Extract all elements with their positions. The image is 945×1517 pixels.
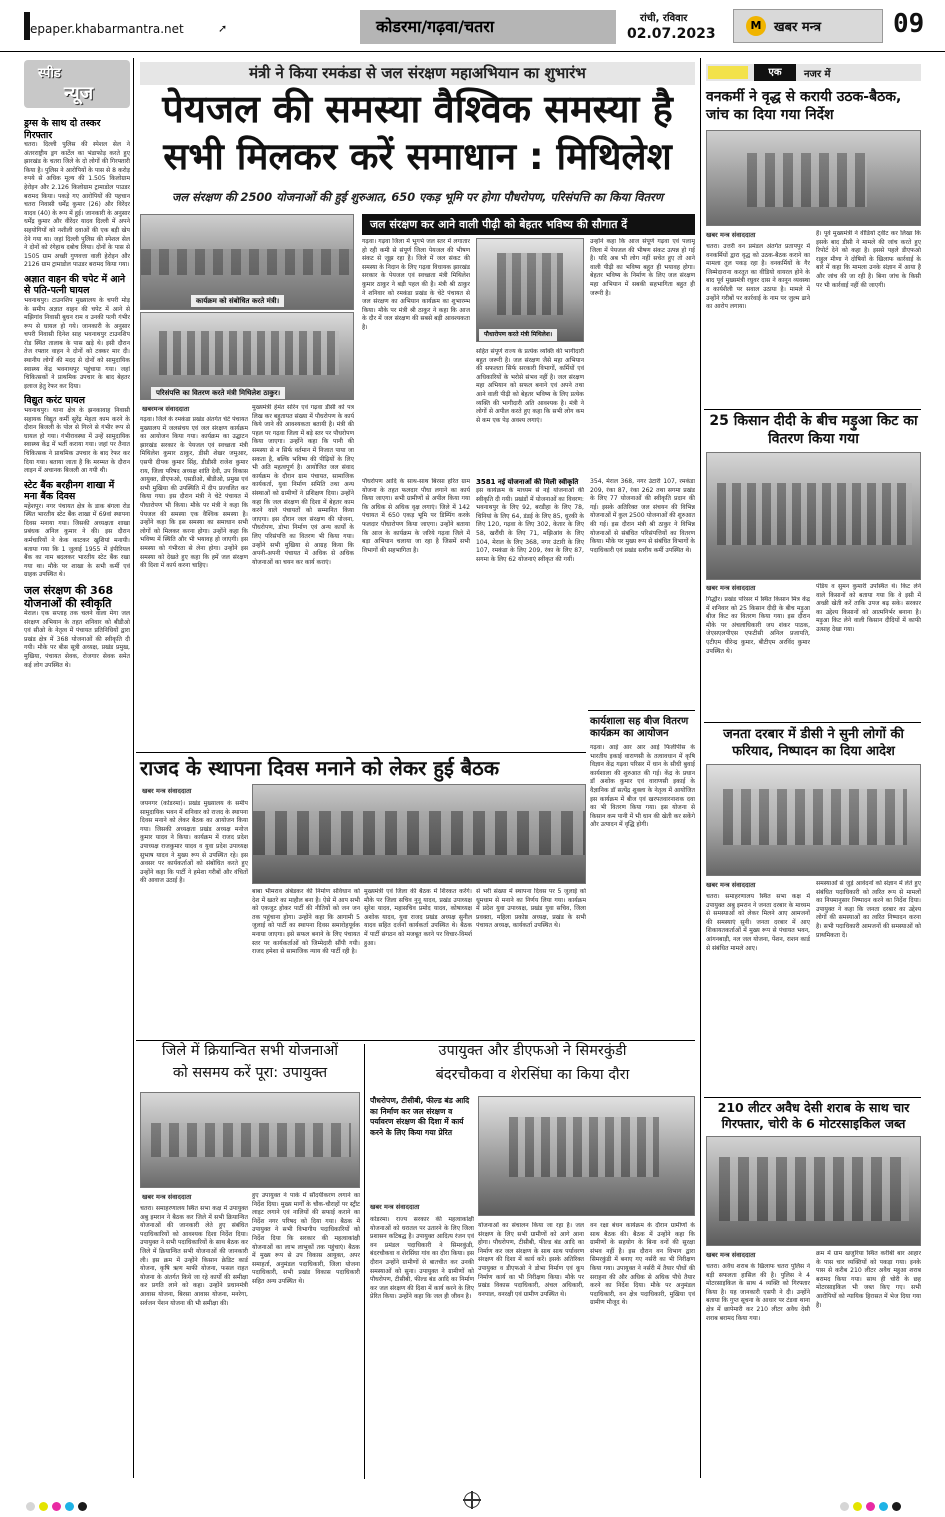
rjd-body-col4: से भरी संख्या में स्थापना दिवस पर 5 जुलाई को धूमधाम से मनाने का निर्णय लिया गया। कार्यक्रम में प्रदेश युवा उपाध्यक्ष, प्रखंड युवा सचिव, जिला प्रवक्ता, महिला प्रकोष्ठ अध्यक्ष, प्रखंड के सभी पंचायत अध्यक्ष, कार्यकर्ता उपस्थित थे। bbox=[476, 888, 586, 930]
lead-headline-line2: सभी मिलकर करें समाधान : मिथिलेश bbox=[163, 135, 672, 178]
future-body-col1: गढ़वा। गढ़वा जिला में भूगर्भ जल स्तर में लगातार हो रही कमी से संपूर्ण जिला पेयजल की भीषण संकट से जूझ रहा है। जिले में जल संकट की समस्या के निदान के लिए गढ़वा विधायक झारखंड सरकार के पेयजल एवं स्वच्छता मंत्री मिथिलेश कुमार ठाकुर ने बड़ी पहल की है। मंत्री श्री ठाकुर ने शनिवार को रमकंडा प्रखंड के चेटे पंचायत से जल संरक्षण का अभियान कार्यक्रम का शुभारम्भ किया। मौके पर मंत्री श्री ठाकुर ने कहा कि आज के दौर में जल संरक्षण की सबसे बड़ी आवश्यकता है। bbox=[362, 238, 470, 331]
future-body-col2: सहित संपूर्ण राज्य के प्रत्येक व्यक्ति की भागीदारी बहुत जरूरी है। जल संरक्षण जैसे महा अभियान की सफलता सिर्फ सरकारी विभागों, कर्मियों एवं अधिकारियों के भरोसे संभव नहीं है। जल संरक्षण महा अभियान को सफल बनाने एवं अपने तथा आने वाली पीढ़ी को बेहतर भविष्य के लिए प्रत्येक व्यक्ति की भागीदारी अति आवश्यक है। मंत्री ने लोगों से अपील करते हुए कहा कि सभी लोग कम से कम एक पेड़ अवश्य लगाएं। bbox=[476, 348, 584, 424]
forest-officer-body-col1: चतरा। उत्तरी वन प्रमंडल अंतर्गत प्रतापपुर में वनकर्मियों द्वारा वृद्ध को उठक-बैठक कराने का मामला तूल पकड़ रहा है। वनकर्मियों के गैर जिम्मेदाराना करतूत का वीडियो वायरल होने के बाद पूर्व मुख्यमंत्री रघुवर दास ने कानून व्यवस्था व कार्यशैली पर सवाल उठाया है। मामले में उन्होंने गरीबों पर कार्रवाई के नाम पर जुल्म ढाने का आरोप लगाया। bbox=[706, 243, 810, 311]
middle-body-col1: पौधरोपण आदि के साथ-साथ बिरसा हरित ग्राम योजना के तहत फलदार पौधा लगाने का कार्य किया जाएगा। सभी ग्रामीणों से अपील किया गया कि अधिक से अधिक वृक्ष लगाएं। जिले में 142 पंचायत में 650 एकड़ भूमि पर डिम्पिंग करके फलदार पौधारोपण किया जाएगा। उन्होंने बताया कि आज के कार्यक्रम के जरिये गढ़वा जिले में बड़ा अभियान चलाया जा रहा है जिसमें सभी विभागों की सहभागिता है। bbox=[362, 478, 470, 554]
future-headline: जल संरक्षण कर आने वाली पीढ़ी को बेहतर भविष्य की सौगात दें bbox=[362, 214, 695, 235]
liquor-seizure-byline: खबर मन्त्र संवाददाता bbox=[706, 1251, 756, 1259]
lead-byline: खबरमन्त्र संवाददाता bbox=[142, 405, 190, 413]
ek-nazar-strip: एक नजर में bbox=[706, 64, 921, 81]
rjd-byline: खबर मन्त्र संवाददाता bbox=[142, 787, 192, 795]
forest-officer-byline: खबर मन्त्र संवाददाता bbox=[706, 231, 756, 239]
seed-headline: कार्यशाला सह बीज वितरण कार्यक्रम का आयोजन bbox=[590, 716, 689, 739]
forest-visit-headline-line2: बंदरचौकवा व शेरसिंघा का किया दौरा bbox=[435, 1067, 630, 1083]
janta-darbar-byline: खबर मन्त्र संवाददाता bbox=[706, 881, 756, 889]
sidebar-headline: अज्ञात वाहन की चपेट में आने से पति-पत्नी घायल bbox=[24, 273, 126, 297]
color-dot bbox=[39, 1502, 48, 1511]
lead-body-col2: मुख्यमंत्री हेमंत सोरेन एवं गढ़वा डीसी को पत्र लिख कर बहुतायत संख्या में पौधरोपण के कार्य किये जाने की आवश्यकता बतायी है। मंत्री की पहल पर गढ़वा जिला में बड़े स्तर पर पौधरोपण किया जाएगा। उन्होंने कहा कि पानी की समस्या से न सिर्फ वर्तमान में निजात पाया जा सकता है, बल्कि भविष्य की पीढ़ियों के लिए भी अति महत्वपूर्ण है। आयोजित जल संवाद कार्यक्रम के दौरान ग्राम पंचायत, सामाजिक कार्यकर्ता, युवा निर्माण समिति तथा अन्य संस्थाओं को ग्रामीणों ने प्रशिक्षण दिया। उन्होंने कहा कि जल संरक्षण की दिशा में बेहतर काम करने वाले पंचायतों को सम्मानित किया जाएगा। इस दौरान जल संरक्षण की योजना, पौधरोपण, डोभा निर्माण एवं अन्य कार्यों के लिए परिसंपत्ति का वितरण भी किया गया। उन्होंने सभी मुखिया से आग्रह किया कि अपनी-अपनी पंचायत में अधिक से अधिक योजनाओं का चयन कर कार्य कराएं। bbox=[252, 404, 354, 566]
future-photo-planting bbox=[476, 238, 584, 342]
sidebar-news-item bbox=[24, 395, 130, 475]
schemes-body-col1: चतरा। समाहरणालय स्थित सभा कक्ष में उपायुक्त अबु इमरान ने बैठक कर जिले में सभी क्रियान्वित योजनाओं की जानकारी लेते हुए संबंधित पदाधिकारियों को आवश्यक दिशा निर्देश दिया। उपायुक्त ने सभी पदाधिकारियों के साथ बैठक कर जिले में क्रियान्वित सभी योजनाओं की जानकारी ली। इस क्रम में उन्होंने किसान क्रेडिट कार्ड योजना, कृषि ऋण माफी योजना, फसल राहत योजना के अंतर्गत किये जा रहे कार्यों की समीक्षा कर प्रगति लाने को कहा। उन्होंने प्रधानमंत्री आवास योजना, बिरसा आवास योजना, मनरेगा, सर्वजन पेंशन योजना की भी समीक्षा की। bbox=[140, 1205, 248, 1307]
registration-dots-right bbox=[840, 1496, 905, 1515]
sidebar-news-item bbox=[24, 584, 130, 670]
page-header bbox=[0, 0, 945, 52]
cursor-icon: ➚ bbox=[218, 22, 228, 35]
site-url[interactable]: epaper.khabarmantra.net bbox=[30, 22, 184, 36]
schemes-headline-line1: जिले में क्रियान्वित सभी योजनाओं bbox=[161, 1043, 339, 1059]
kit-byline: खबर मन्त्र संवाददाता bbox=[706, 584, 756, 592]
rjd-headline: राजद के स्थापना दिवस मनाने को लेकर हुई बैठक bbox=[140, 756, 500, 780]
kit-distribution-photo bbox=[706, 452, 921, 580]
color-dot bbox=[52, 1502, 61, 1511]
lead-photo-stage bbox=[140, 214, 354, 310]
strip-icon bbox=[708, 66, 748, 79]
lead-deck: जल संरक्षण की 2500 योजनाओं की हुई शुरुआत, 650 एकड़ भूमि पर होगा पौधरोपण, परिसंपत्ति का किया वितरण bbox=[172, 190, 663, 204]
sidebar-body: भवनाथपुर। टाउनशिप मुख्यालय के चपरी मोड़ के समीप अज्ञात वाहन की चपेट में आने से मझिगांव निवासी बुधन राम व उनकी पत्नी गंभीर रूप से घायल हो गये। जानकारी के अनुसार चपरी निवासी दिनेश साह भवनाथपुर टाउनशिप रोड स्थित तालाब के पास खड़े थे। इसी दौरान तेज रफ्तार वाहन ने दोनों को टक्कर मार दी। स्थानीय लोगों की मदद से दोनों को सामुदायिक स्वास्थ्य केंद्र भवनाथपुर पहुंचाया गया। जहां चिकित्सकों ने प्राथमिक उपचार के बाद बेहतर इलाज हेतु रेफर कर दिया। bbox=[24, 296, 130, 390]
color-dot bbox=[892, 1502, 901, 1511]
forest-visit-body-col2: योजनाओं का संचालन किया जा रहा है। जल संरक्षण के लिए सभी ग्रामीणों को आगे आना होगा। पौधरोपण, टीसीबी, फील्ड बंड आदि का निर्माण कर जल संरक्षण के साथ साथ पर्यावरण संरक्षण की दिशा में कार्य करें। इसके अतिरिक्त उपायुक्त व डीएफओ ने डोभा निर्माण एवं कूप निर्माण कार्य का भी निरीक्षण किया। मौके पर प्रखंड विकास पदाधिकारी, अंचल अधिकारी, वनपाल, वनरक्षी एवं ग्रामीण उपस्थित थे। bbox=[478, 1222, 584, 1298]
lead-body-col1: गढ़वा। जिले के रमकंडा प्रखंड अंतर्गत चेटे पंचायत मुख्यालय में जलसंचय एवं जल संरक्षण कार्यक्रम का आयोजन किया गया। कार्यक्रम का उद्घाटन झारखंड सरकार के पेयजल एवं स्वच्छता मंत्री मिथिलेश कुमार ठाकुर, डीसी शेखर जमुआर, एसपी दीपक कुमार सिंह, डीडीसी राजेश कुमार राय, जिला परिषद अध्यक्ष शांति देवी, उप विकास आयुक्त, डीएफओ, एसडीओ, बीडीओ, प्रमुख एवं सभी मुखिया की उपस्थिति में दीप प्रज्वलित कर किया गया। इस दौरान मंत्री ने चेटे पंचायत में पौधारोपण भी किया। मौके पर मंत्री ने कहा कि पेयजल की समस्या एक वैश्विक समस्या है। उन्होंने कहा कि इस समस्या का समाधान सभी लोगों को मिलकर करना होगा। उन्होंने कहा कि भविष्य में स्थिति और भी भयावह हो जाएगी। इस समस्या को गंभीरता से लेना होगा। उन्होंने इस समस्या को देखते हुए कहा कि हमें जल संरक्षण की दिशा में कार्य करना चाहिए। bbox=[140, 416, 248, 570]
janta-darbar-body-col1: चतरा। समाहरणालय स्थित सभा कक्ष में उपायुक्त अबु इमरान ने जनता दरबार के माध्यम से समस्याओं को लेकर मिलने आए आमजनों की समस्याएं सुनी। जनता दरबार में आए शिकायतकर्ताओं में मुख्य रूप से पंचायत भवन, आंगनबाड़ी, नल जल योजना, पेंशन, राशन कार्ड से संबंधित मामले आए। bbox=[706, 893, 810, 952]
speed-news-sidebar bbox=[24, 58, 130, 1478]
rjd-body-col2: बाबा भीमराव अंबेडकर की निर्माण संविधान को देश में खतरे का माहौल बना है। ऐसे में आप सभी को एकजुट होकर पार्टी की नीतियों को जन जन तक पहुंचाना होगा। उन्होंने कहा कि आगामी 5 जुलाई को पार्टी का स्थापना दिवस समारोहपूर्वक मनाया जाएगा। इसे सफल बनाने के लिए पंचायत स्तर पर कार्यकर्ताओं को जिम्मेदारी सौंपी गयी। राजद हमेशा से सामाजिक न्याय की पार्टी रही है। bbox=[252, 888, 360, 956]
lead-photo-caption: परिसंपत्ति का वितरण करते मंत्री मिथिलेश ठाकुर। bbox=[151, 387, 285, 399]
sidebar-news-item bbox=[24, 274, 130, 392]
sidebar-headline: जल संरक्षण की 368 योजनाओं की स्वीकृति bbox=[24, 584, 114, 611]
sidebar-body: महेशपुर। नगर पंचायत क्षेत्र के डाक बंगला रोड स्थित भारतीय स्टेट बैंक शाखा में 69वां स्थापना दिवस मनाया गया। जिसकी अध्यक्षता शाखा प्रबंधक अनिल कुमार ने की। इस दौरान कर्मचारियों ने केक काटकर खुशियां मनायी। बताया गया कि 1 जुलाई 1955 में इंपीरियल बैंक का नाम बदलकर भारतीय स्टेट बैंक रखा गया था। मौके पर शाखा के सभी कर्मी एवं ग्राहक उपस्थित थे। bbox=[24, 502, 130, 579]
section-title: कोडरमा/गढ़वा/चतरा bbox=[376, 17, 494, 36]
forest-visit-body-col1: कोडरमा। राज्य सरकार की महत्वाकांक्षी योजनाओं को धरातल पर उतारने के लिए जिला प्रशासन कटिबद्ध है। उपायुक्त आदित्य रंजन एवं वन प्रमंडल पदाधिकारी ने सिमरकुंडी, बंदरचौकवा व शेरसिंघा गांव का दौरा किया। इस दौरान उन्होंने ग्रामीणों से बातचीत कर उनकी समस्याओं को सुना। उपायुक्त ने ग्रामीणों को पौधरोपण, टीसीबी, फील्ड बंड आदि का निर्माण कर जल संरक्षण की दिशा में कार्य करने के लिए प्रेरित किया। उन्होंने कहा कि जल ही जीवन है। bbox=[370, 1216, 474, 1301]
middle-body-col3: 354, मेराल 368, नगर उंटारी 107, रमकंडा 209, रंका 87, रंका 262 तथा सगमा प्रखंड के लिए 77 योजनाओं की स्वीकृति प्रदान की गई। इसके अतिरिक्त जल संचयन की विभिन्न योजनाओं में कुल 2500 योजनाओं की शुरुआत की गई। इस दौरान मंत्री श्री ठाकुर ने विभिन्न योजनाओं से संबंधित परिसंपत्तियों का वितरण किया। मौके पर मुख्य रूप से संबंधित विभागों के पदाधिकारी एवं प्रखंड स्तरीय कर्मी उपस्थित थे। bbox=[590, 478, 695, 554]
brand-logo-icon: M bbox=[746, 16, 766, 36]
forest-officer-headline: वनकर्मी ने वृद्ध से करायी उठक-बैठक, जांच का दिया गया निर्देश bbox=[706, 89, 902, 123]
liquor-seizure-body-col1: चतरा। अवैध शराब के खिलाफ चतरा पुलिस ने बड़ी सफलता हासिल की है। पुलिस ने 4 मोटरसाइकिल के साथ 4 व्यक्ति को गिरफ्तार किया है। यह जानकारी एसपी ने दी। उन्होंने बताया कि गुप्त सूचना के आधार पर टंडवा थाना क्षेत्र में छापेमारी कर 210 लीटर अवैध देसी शराब बरामद किया गया। bbox=[706, 1263, 810, 1322]
kit-headline: 25 किसान दीदी के बीच मड़ुआ किट का वितरण किया गया bbox=[709, 413, 918, 447]
header-date: 02.07.2023 bbox=[627, 26, 716, 42]
schemes-meeting-photo bbox=[140, 1092, 360, 1188]
sidebar-body: मेराल। एक सप्ताह तक चलने वाला मेगा जल संरक्षण अभियान के तहत शनिवार को बीडीओ एवं सीओ के नेतृत्व में पंचायत प्रतिनिधियों द्वारा प्रखंड क्षेत्र में 368 योजनाओं की स्वीकृति दी गयी। मौके पर बीस सूत्री अध्यक्ष, प्रखंड प्रमुख, मुखिया, पंचायत सेवक, रोजगार सेवक समेत कई लोग उपस्थित थे। bbox=[24, 610, 130, 669]
seed-body: गढ़वा। आई आर आर आई फिलीपींस के भारतीय इकाई वाराणसी के तत्वावधान में कृषि विज्ञान केंद्र गढ़वा परिसर में धान के सीधी बुवाई कार्यशाला की शुरुआत की गई। केंद्र के प्रधान डॉ अशोक कुमार एवं वाराणसी इकाई के वैज्ञानिक डॉ सत्येंद्र शुक्ला के नेतृत्व में आयोजित इस कार्यक्रम में बीज एवं खरपतवारनाशक दवा का भी वितरण किया गया। इस योजना से किसान कम पानी में भी धान की खेती कर सकेंगे और उत्पादन में वृद्धि होगी। bbox=[590, 744, 695, 829]
sidebar-news-item bbox=[24, 118, 130, 270]
page-number: 09 bbox=[893, 9, 925, 39]
janta-darbar-photo bbox=[706, 764, 921, 876]
forest-visit-callout: पौधरोपण, टीसीबी, फील्ड बंड आदि का निर्माण कर जल संरक्षण व पर्यावरण संरक्षण की दिशा में कार्य करने के लिए किया गया प्रेरित bbox=[370, 1096, 470, 1137]
color-dot bbox=[840, 1502, 849, 1511]
liquor-seizure-body-col2: क्रम में ग्राम खजुरिया स्थित करीबी बार आहार के पास चार व्यक्तियों को पकड़ा गया। इनके पास से करीब 210 लीटर अवैध महुआ शराब बरामद किया गया। साथ ही चोरी के छह मोटरसाइकिल भी जब्त किए गए। सभी आरोपियों को न्यायिक हिरासत में भेज दिया गया है। bbox=[816, 1250, 921, 1309]
brand-name: खबर मन्त्र bbox=[774, 20, 822, 35]
middle-body-col2: 3581 नई योजनाओं की मिली स्वीकृति इस कार्यक्रम के माध्यम से नई योजनाओं की स्वीकृति दी गयी। प्रखंडों में योजनाओं का विवरण: भवनाथपुर के लिए 92, बरडीहा के लिए 78, चिनियां के लिए 64, डंडई के लिए 85, धुरकी के लिए 120, गढ़वा के लिए 302, केतार के लिए 58, खरौंधी के लिए 71, मझिआंव के लिए 104, मेराल के लिए 368, नगर उंटारी के लिए 107, रमकंडा के लिए 209, रंका के लिए 87, सगमा के लिए 62 योजनाएं स्वीकृत की गयीं। bbox=[476, 478, 584, 563]
color-dot bbox=[853, 1502, 862, 1511]
rjd-meeting-photo bbox=[252, 784, 586, 884]
rjd-body-col3: मुख्यमंत्री एवं जिला की बैठक में शिरकत करेंगे। मौके पर जिला सचिव नुनू यादव, प्रखंड उपाध्यक्ष सुरेश यादव, महासचिव प्रमोद यादव, कोषाध्यक्ष अशोक यादव, युवा राजद प्रखंड अध्यक्ष सुनील यादव सहित दर्जनों कार्यकर्ता उपस्थित थे। बैठक में पार्टी संगठन को मजबूत करने पर विचार-विमर्श हुआ। bbox=[364, 888, 472, 947]
forest-visit-body-col3: वन रक्षा बंधन कार्यक्रम के दौरान ग्रामीणों के साथ बैठक की। बैठक में उन्होंने कहा कि ग्रामीणों के सहयोग के बिना वनों की सुरक्षा संभव नहीं है। इस दौरान वन विभाग द्वारा सिमरकुंडी में बनाए गए नर्सरी का भी निरीक्षण किया गया। उपायुक्त ने नर्सरी में तैयार पौधों की सराहना की और अधिक से अधिक पौधे तैयार करने का निर्देश दिया। मौके पर अनुमंडल पदाधिकारी, वन क्षेत्र पदाधिकारी, मुखिया एवं ग्रामीण मौजूद थे। bbox=[590, 1222, 695, 1307]
schemes-byline: खबर मन्त्र संवाददाता bbox=[142, 1193, 192, 1201]
lead-headline-line1: पेयजल की समस्या वैश्विक समस्या है bbox=[162, 87, 673, 131]
color-dot bbox=[78, 1502, 87, 1511]
registration-dots-left bbox=[26, 1496, 91, 1515]
forest-visit-headline-line1: उपायुक्त और डीएफओ ने सिमरकुंडी bbox=[438, 1043, 627, 1059]
registration-mark-icon bbox=[464, 1492, 480, 1508]
future-photo-caption: पौधारोपण करते मंत्री मिथिलेश। bbox=[479, 329, 557, 341]
sidebar-headline: ड्रग्स के साथ दो तस्कर गिरफ्तार bbox=[24, 118, 101, 141]
janta-darbar-headline: जनता दरबार में डीसी ने सुनी लोगों की फरियाद, निष्पादन का दिया आदेश bbox=[723, 727, 904, 759]
lead-photo-caption: कार्यक्रम को संबोधित करते मंत्री। bbox=[191, 295, 284, 307]
kit-body-col1: गिद्धौर। प्रखंड परिसर में स्थित किसान मित्र केंद्र में शनिवार को 25 किसान दीदी के बीच मड़ुआ बीज किट का वितरण किया गया। इस दौरान मौके पर अंचलाधिकारी जय शंकर पाठक, जेएसएलपीएस एफटीसी अनिल प्रजापति, एटीएम धीरेन्द्र कुमार, बीटीएम अरविंद कुमार उपस्थित थे। bbox=[706, 596, 810, 655]
lead-photo-distribution bbox=[140, 312, 354, 400]
color-dot bbox=[26, 1502, 35, 1511]
color-dot bbox=[866, 1502, 875, 1511]
sidebar-headline: विद्युत करंट घायल bbox=[24, 395, 85, 407]
color-dot bbox=[879, 1502, 888, 1511]
schemes-body-col2: हुए उपायुक्त ने पार्क में सौंदर्यीकरण लगाने का निर्देश दिया। मुख्य मार्गों के चौक-चौराहों पर स्ट्रीट लाइट लगाने एवं नालियों की सफाई कराने का निर्देश नगर परिषद को दिया गया। बैठक में उपायुक्त ने सभी विभागीय पदाधिकारियों को निर्देश दिया कि सरकार की महत्वाकांक्षी योजनाओं का लाभ लाभुकों तक पहुंचाएं। बैठक में मुख्य रूप से उप विकास आयुक्त, अपर समाहर्ता, अनुमंडल पदाधिकारी, जिला योजना पदाधिकारी, सभी प्रखंड विकास पदाधिकारी सहित अन्य उपस्थित थे। bbox=[252, 1192, 360, 1285]
forest-officer-body-col2: है। पूर्व मुख्यमंत्री ने वीडियो ट्वीट कर लिखा कि इसके बाद डीसी ने मामले की जांच करते हुए रिपोर्ट देने को कहा है। इससे पहले डीएफओ राहुल मीणा ने दोषियों के खिलाफ कार्रवाई के बारे में कहा कि मामला उनके संज्ञान में आया है और जांच की जा रही है। बिना जांच के किसी पर भी कार्रवाई नहीं की जाएगी। bbox=[816, 230, 921, 289]
forest-visit-byline: खबर मन्त्र संवाददाता bbox=[370, 1203, 420, 1211]
sidebar-headline: स्टेट बैंक बरहीनग शाखा में मना बैंक दिवस bbox=[24, 479, 115, 503]
forest-visit-photo bbox=[478, 1096, 695, 1216]
sidebar-news-item bbox=[24, 480, 130, 580]
color-dot bbox=[65, 1502, 74, 1511]
liquor-seizure-headline: 210 लीटर अवैध देसी शराब के साथ चार गिरफ्तार, चोरी के 6 मोटरसाइकिल जब्त bbox=[717, 1100, 910, 1131]
future-body-col3: उन्होंने कहा कि आज संपूर्ण गढ़वा एवं पलामू जिला में पेयजल की भीषण संकट उत्पन्न हो गई है। यदि अब भी लोग नहीं सचेत हुए तो आने वाली पीढ़ी का भविष्य बहुत ही भयावह होगा। बेहतर भविष्य के निर्माण के लिए जल संरक्षण महा अभियान में सबकी सहभागिता बहुत ही जरूरी है। bbox=[590, 238, 695, 297]
janta-darbar-body-col2: समस्याओं से जुड़े आवेदनों को संज्ञान में लेते हुए संबंधित पदाधिकारी को त्वरित रूप से मामलों का नियमानुसार निष्पादन करने का निर्देश दिया। उपायुक्त ने कहा कि जनता दरबार का उद्देश्य लोगों की समस्याओं का त्वरित निष्पादन करना है। सभी पदाधिकारी आमजनों की समस्याओं को प्राथमिकता दें। bbox=[816, 880, 921, 939]
kit-body-col2: पंडिय व सुमन कुमारी उपस्थित थे। किट लेने वाले किसानों को बताया गया कि वे इसी में अच्छी खेती करें ताकि उपज बढ़ सके। सरकार का उद्देश्य किसानों को आत्मनिर्भर बनाना है। मड़ुआ किट लेने वाली किसान दीदियों में काफी उत्साह देखा गया। bbox=[816, 583, 921, 633]
schemes-headline-line2: को ससमय करें पूरा: उपायुक्त bbox=[172, 1065, 328, 1081]
speed-news-logo: स्पीड न्यूज bbox=[24, 60, 130, 108]
forest-officer-photo bbox=[706, 130, 921, 226]
header-city-day: रांची, रविवार bbox=[640, 13, 688, 24]
sidebar-body: चतरा। दिल्ली पुलिस की स्पेशल सेल ने अंतरराष्ट्रीय ड्रग कार्टेल का भंडाफोड़ करते हुए झारखंड के चतरा जिले के दो लोगों की गिरफ्तारी किया है। पुलिस ने आरोपियों के पास से 8 करोड़ रुपये से अधिक मूल्य की 1.505 किलोग्राम हेरोइन और 2.126 किलोग्राम ट्रामाडोल पाउडर बरामद किया। पकड़े गए आरोपियों की पहचान चतरा निवासी धर्मेंद्र कुमार (26) और विरेंदर यादव (40) के रूप में हुई। जानकारी के अनुसार धर्मेंद्र कुमार और वीरेंदर यादव दिल्ली में अपने सहयोगियों को नशीली दवाओं की एक बड़ी खेप देने गया था। जहां दिल्ली पुलिस की स्पेशल सेल ने दोनों को रंगेहाथ दबोच लिया। दोनों के पास से 1505 ग्राम अच्छी गुणवत्ता वाली हेरोइन और 2126 ग्राम ट्रामाडोल पाउडर बरामद किया गया। bbox=[24, 141, 130, 269]
lead-kicker: मंत्री ने किया रमकंडा से जल संरक्षण महाअभियान का शुभारंभ bbox=[249, 64, 586, 82]
liquor-seizure-photo bbox=[706, 1136, 921, 1246]
rjd-body-col1: जयनगर (कोडरमा)। प्रखंड मुख्यालय के समीप सामुदायिक भवन में शनिवार को राजद के स्थापना दिवस मनाने को लेकर बैठक का आयोजन किया गया। जिसकी अध्यक्षता प्रखंड अध्यक्ष मनोज कुमार यादव ने किया। कार्यक्रम में राजद प्रदेश उपाध्यक्ष राजकुमार यादव व युवा प्रदेश उपाध्यक्ष सुभाष यादव ने मुख्य रूप से उपस्थित रहे। इस अवसर पर कार्यकर्ताओं को संबोधित करते हुए उन्होंने कहा कि पार्टी ने हमेशा गरीबों और वंचितों की आवाज उठाई है। bbox=[140, 800, 248, 885]
sidebar-body: भवनाथपुर। थाना क्षेत्र के झनकावाह निवासी सहायक विद्युत कर्मी सुरेंद्र मेहता काम करने के दौरान बिजली के पोल से गिरने से गंभीर रूप से घायल हो गया। गंभीरावस्था में उन्हें सामुदायिक स्वास्थ्य केंद्र में भर्ती कराया गया। जहां पर तैनात चिकित्सक ने प्राथमिक उपचार के बाद रेफर कर दिया गया। बताया जाता है कि मरम्मत के दौरान लाइन में अचानक बिजली आ गयी थी। bbox=[24, 406, 130, 475]
